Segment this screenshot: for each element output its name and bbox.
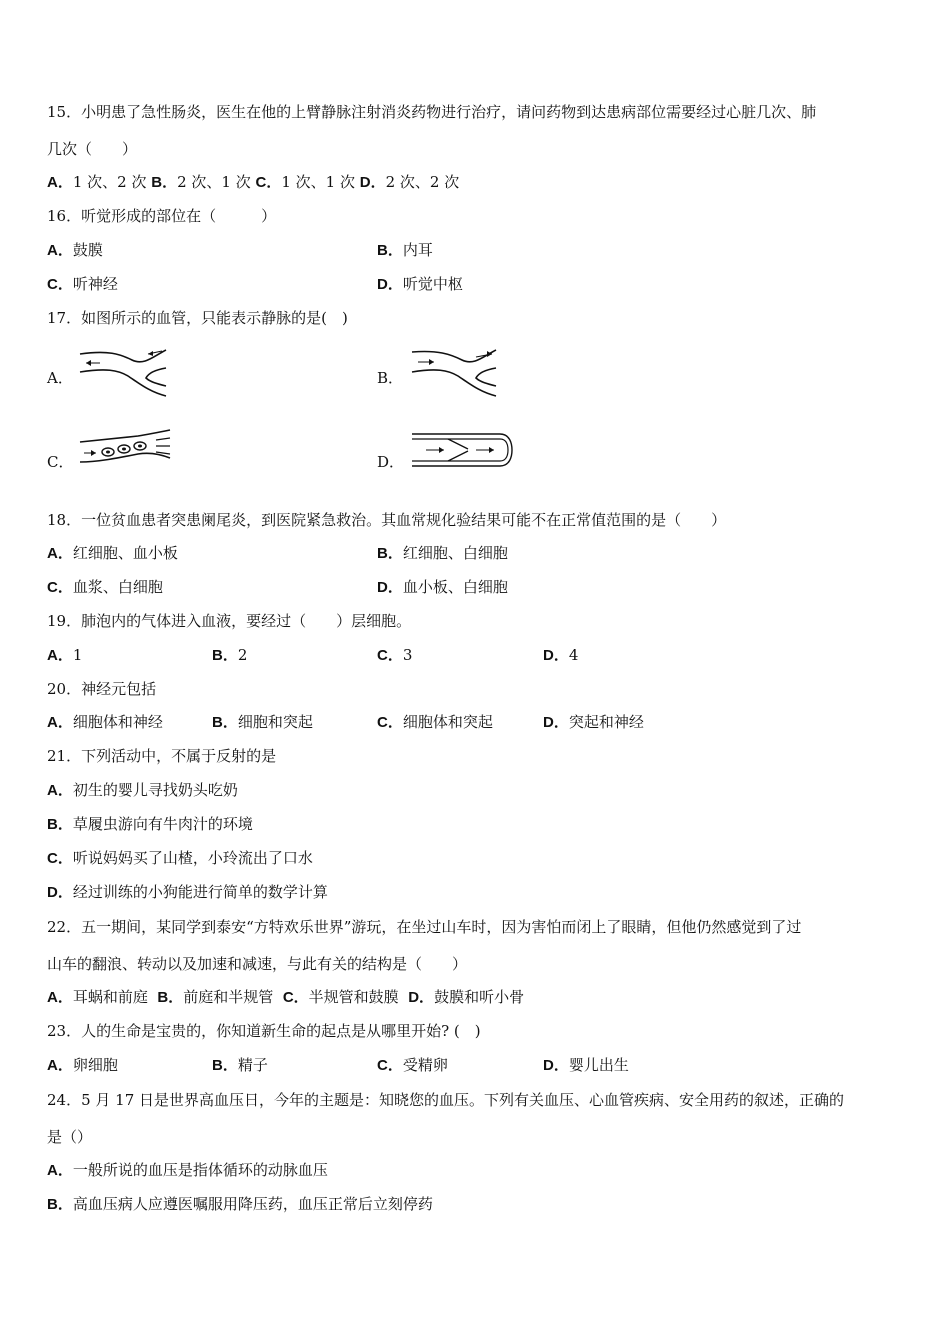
vessel-with-valve-icon — [408, 430, 514, 470]
option-label: D． — [47, 884, 73, 901]
option-label: A． — [47, 242, 73, 259]
q22-stem-line2: 山车的翻浪、转动以及加速和减速，与此有关的结构是（ ） — [47, 955, 468, 973]
option-text: 细胞体和突起 — [402, 713, 493, 731]
option-label: A． — [47, 782, 73, 799]
q15-stem-line1: 15．小明患了急性肠炎，医生在他的上臂静脉注射消炎药物进行治疗，请问药物到达患病部位需要经过心脏几次、肺 — [47, 103, 817, 121]
q23-stem: 23．人的生命是宝贵的，你知道新生命的起点是从哪里开始? ( ) — [47, 1022, 481, 1040]
option-text: 2 — [237, 646, 248, 664]
q22-stem-line1: 22．五一期间，某同学到泰安“方特欢乐世界”游玩，在坐过山车时，因为害怕而闭上了眼睛，但他仍然感觉到了过 — [47, 918, 802, 936]
option-text: 听觉中枢 — [402, 275, 463, 293]
option-text: 听神经 — [72, 275, 118, 293]
option-label: A． — [47, 174, 73, 191]
option-text: 3 — [402, 646, 413, 664]
q20-option-b — [212, 712, 313, 733]
option-text: 1 次、2 次 — [72, 173, 147, 191]
q22-options — [47, 987, 524, 1008]
option-text: 突起和神经 — [568, 713, 644, 731]
option-label: C． — [47, 850, 73, 867]
q20-option-d — [543, 712, 644, 733]
q18-option-a — [47, 543, 178, 564]
q19-stem: 19．肺泡内的气体进入血液，要经过（ ）层细胞。 — [47, 612, 412, 630]
option-text: 初生的婴儿寻找奶头吃奶 — [72, 781, 238, 799]
q23-option-d — [543, 1055, 629, 1076]
q16-option-d — [377, 274, 463, 295]
option-text: 受精卵 — [402, 1056, 448, 1074]
option-text: 血浆、白细胞 — [72, 578, 163, 596]
q18-stem: 18．一位贫血患者突患阑尾炎，到医院紧急救治。其血常规化验结果可能不在正常值范围的是（ ） — [47, 511, 727, 529]
option-text: 鼓膜 — [72, 241, 103, 259]
q24-option-a — [47, 1160, 328, 1181]
option-text: 高血压病人应遵医嘱服用降压药，血压正常后立刻停药 — [72, 1195, 433, 1213]
option-label: B． — [151, 174, 178, 191]
option-text: 草履虫游向有牛肉汁的环境 — [72, 815, 253, 833]
option-text: 红细胞、白细胞 — [402, 544, 508, 562]
option-label: C． — [255, 174, 282, 191]
q21-option-a — [47, 780, 238, 801]
q23-option-c — [377, 1055, 448, 1076]
q17-option-c-label: C． — [47, 453, 74, 471]
option-label: D． — [543, 714, 569, 731]
q19-option-c — [377, 645, 412, 666]
q24-stem-line1: 24．5 月 17 日是世界高血压日，今年的主题是：知晓您的血压。下列有关血压、心血管疾病、安全用药的叙述，正确的 — [47, 1091, 845, 1109]
option-label: A． — [47, 1162, 73, 1179]
option-text: 内耳 — [402, 241, 433, 259]
q17-option-a-label: A． — [47, 369, 73, 387]
branching-vessel-converging-icon — [78, 346, 170, 398]
option-text: 血小板、白细胞 — [402, 578, 508, 596]
option-label: B． — [212, 1057, 238, 1074]
option-text: 精子 — [237, 1056, 268, 1074]
option-label: C． — [377, 647, 403, 664]
q17-option-b-label: B． — [377, 369, 404, 387]
option-text: 2 次、1 次 — [177, 173, 251, 191]
q24-stem-line2: 是（） — [47, 1128, 93, 1146]
option-label: D． — [377, 579, 403, 596]
option-label: D． — [543, 1057, 569, 1074]
q18-option-b — [377, 543, 508, 564]
branching-vessel-diverging-icon — [408, 346, 500, 398]
q23-option-a — [47, 1055, 118, 1076]
option-text: 鼓膜和听小骨 — [434, 988, 525, 1006]
option-label: B． — [212, 647, 238, 664]
option-label: B． — [377, 242, 403, 259]
q16-option-c — [47, 274, 118, 295]
option-text: 耳蜗和前庭 — [72, 988, 148, 1006]
q21-option-c — [47, 848, 313, 869]
option-text: 1 — [72, 646, 83, 664]
option-label: C． — [47, 276, 73, 293]
option-text: 经过训练的小狗能进行简单的数学计算 — [72, 883, 328, 901]
option-label: B． — [47, 1196, 73, 1213]
option-text: 红细胞、血小板 — [72, 544, 178, 562]
option-text: 细胞体和神经 — [72, 713, 163, 731]
option-label: C． — [282, 989, 309, 1006]
q19-option-b — [212, 645, 247, 666]
q16-stem: 16．听觉形成的部位在（ ） — [47, 207, 277, 225]
option-label: A． — [47, 714, 73, 731]
option-label: B． — [157, 989, 184, 1006]
option-text: 前庭和半规管 — [183, 988, 274, 1006]
q15-options — [47, 172, 459, 193]
option-label: B． — [47, 816, 73, 833]
q15-stem-line2: 几次（ ） — [47, 140, 138, 158]
q19-option-a — [47, 645, 82, 666]
option-text: 2 次、2 次 — [385, 173, 460, 191]
option-text: 4 — [568, 646, 579, 664]
option-label: D． — [408, 989, 435, 1006]
q20-option-a — [47, 712, 163, 733]
q16-option-b — [377, 240, 433, 261]
option-label: D． — [377, 276, 403, 293]
q18-option-d — [377, 577, 508, 598]
q18-option-c — [47, 577, 163, 598]
q17-stem: 17．如图所示的血管，只能表示静脉的是( ) — [47, 309, 348, 327]
q20-option-c — [377, 712, 493, 733]
option-label: A． — [47, 545, 73, 562]
option-label: B． — [212, 714, 238, 731]
q23-option-b — [212, 1055, 268, 1076]
q21-option-d — [47, 882, 328, 903]
option-label: A． — [47, 647, 73, 664]
option-text: 半规管和鼓膜 — [308, 988, 399, 1006]
option-label: D． — [359, 174, 386, 191]
option-text: 卵细胞 — [72, 1056, 118, 1074]
option-label: C． — [47, 579, 73, 596]
option-label: C． — [377, 1057, 403, 1074]
q16-option-a — [47, 240, 103, 261]
q19-option-d — [543, 645, 578, 666]
option-label: A． — [47, 989, 73, 1006]
option-text: 1 次、1 次 — [281, 173, 355, 191]
option-label: A． — [47, 1057, 73, 1074]
option-label: D． — [543, 647, 569, 664]
option-label: B． — [377, 545, 403, 562]
capillary-cells-icon — [78, 428, 174, 468]
option-text: 婴儿出生 — [568, 1056, 629, 1074]
q17-option-d-label: D． — [377, 453, 405, 471]
option-text: 一般所说的血压是指体循环的动脉血压 — [72, 1161, 328, 1179]
option-text: 细胞和突起 — [237, 713, 313, 731]
q21-option-b — [47, 814, 253, 835]
q20-stem: 20．神经元包括 — [47, 680, 157, 698]
q24-option-b — [47, 1194, 433, 1215]
q21-stem: 21．下列活动中，不属于反射的是 — [47, 747, 277, 765]
option-text: 听说妈妈买了山楂，小玲流出了口水 — [72, 849, 313, 867]
option-label: C． — [377, 714, 403, 731]
